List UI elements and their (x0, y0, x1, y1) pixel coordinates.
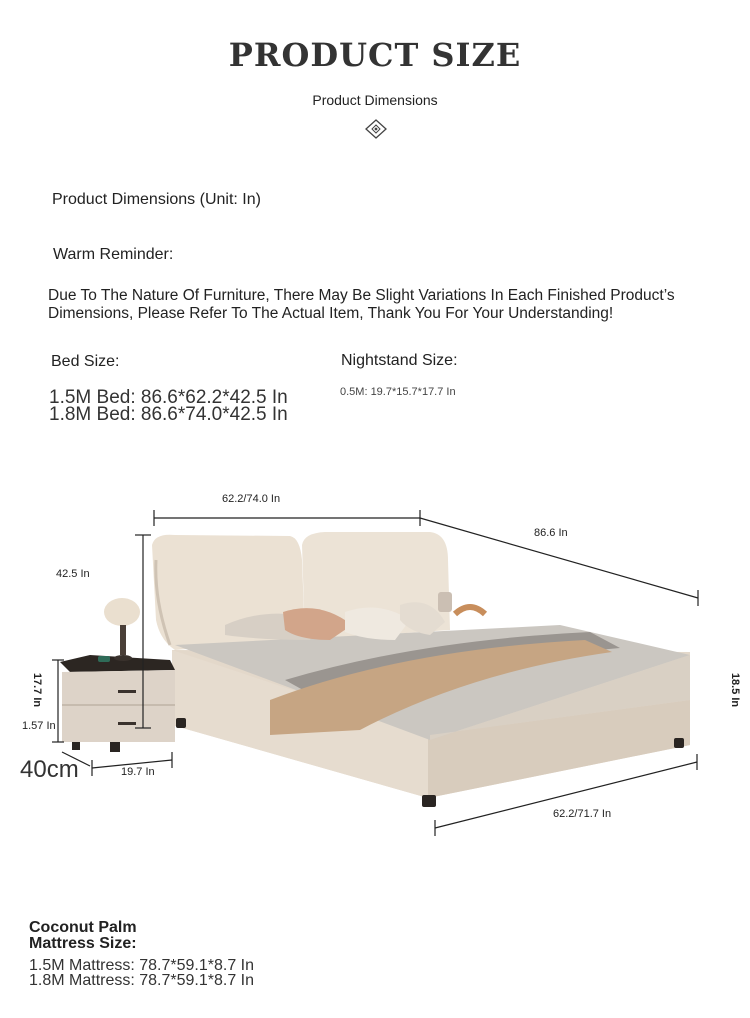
nightstand-width-label: 19.7 In (121, 766, 155, 778)
bed-size-line: 1.5M Bed: 86.6*62.2*42.5 In (49, 387, 288, 408)
dimensions-heading: Product Dimensions (Unit: In) (52, 191, 261, 208)
product-illustration (0, 470, 750, 870)
bed-size-line: 1.8M Bed: 86.6*74.0*42.5 In (49, 404, 288, 425)
nightstand-depth-label: 40cm (20, 756, 79, 783)
headboard-width-label: 62.2/74.0 In (222, 493, 281, 505)
bed-size-heading: Bed Size: (51, 353, 120, 370)
bed-length-label: 86.6 In (534, 527, 568, 539)
nightstand-size-line: 0.5M: 19.7*15.7*17.7 In (340, 386, 456, 398)
frame-height-label: 18.5 In (729, 672, 742, 708)
bed-height-label: 42.5 In (56, 568, 90, 580)
diamond-ornament-icon (364, 118, 388, 140)
page-subtitle: Product Dimensions (312, 92, 438, 108)
warm-reminder-text: Due To The Nature Of Furniture, There May Be Slight Variations In Each Finished Product’s Dimensions, Please Refer To The Actual Item, Thank You For Your Understanding! (48, 287, 675, 322)
warm-reminder-heading: Warm Reminder: (53, 246, 174, 263)
base-width-label: 62.2/71.7 In (553, 808, 612, 820)
page-title: PRODUCT SIZE (228, 36, 522, 74)
mattress-heading: Coconut Palm Mattress Size: (29, 919, 137, 952)
nightstand-size-heading: Nightstand Size: (341, 352, 458, 369)
mattress-size-text: 1.5M Mattress: 78.7*59.1*8.7 In 1.8M Mattress: 78.7*59.1*8.7 In (29, 957, 255, 989)
nightstand-leg-label: 1.57 In (22, 720, 56, 732)
bed-illustration (152, 532, 690, 807)
nightstand-height-label: 17.7 In (31, 672, 44, 708)
